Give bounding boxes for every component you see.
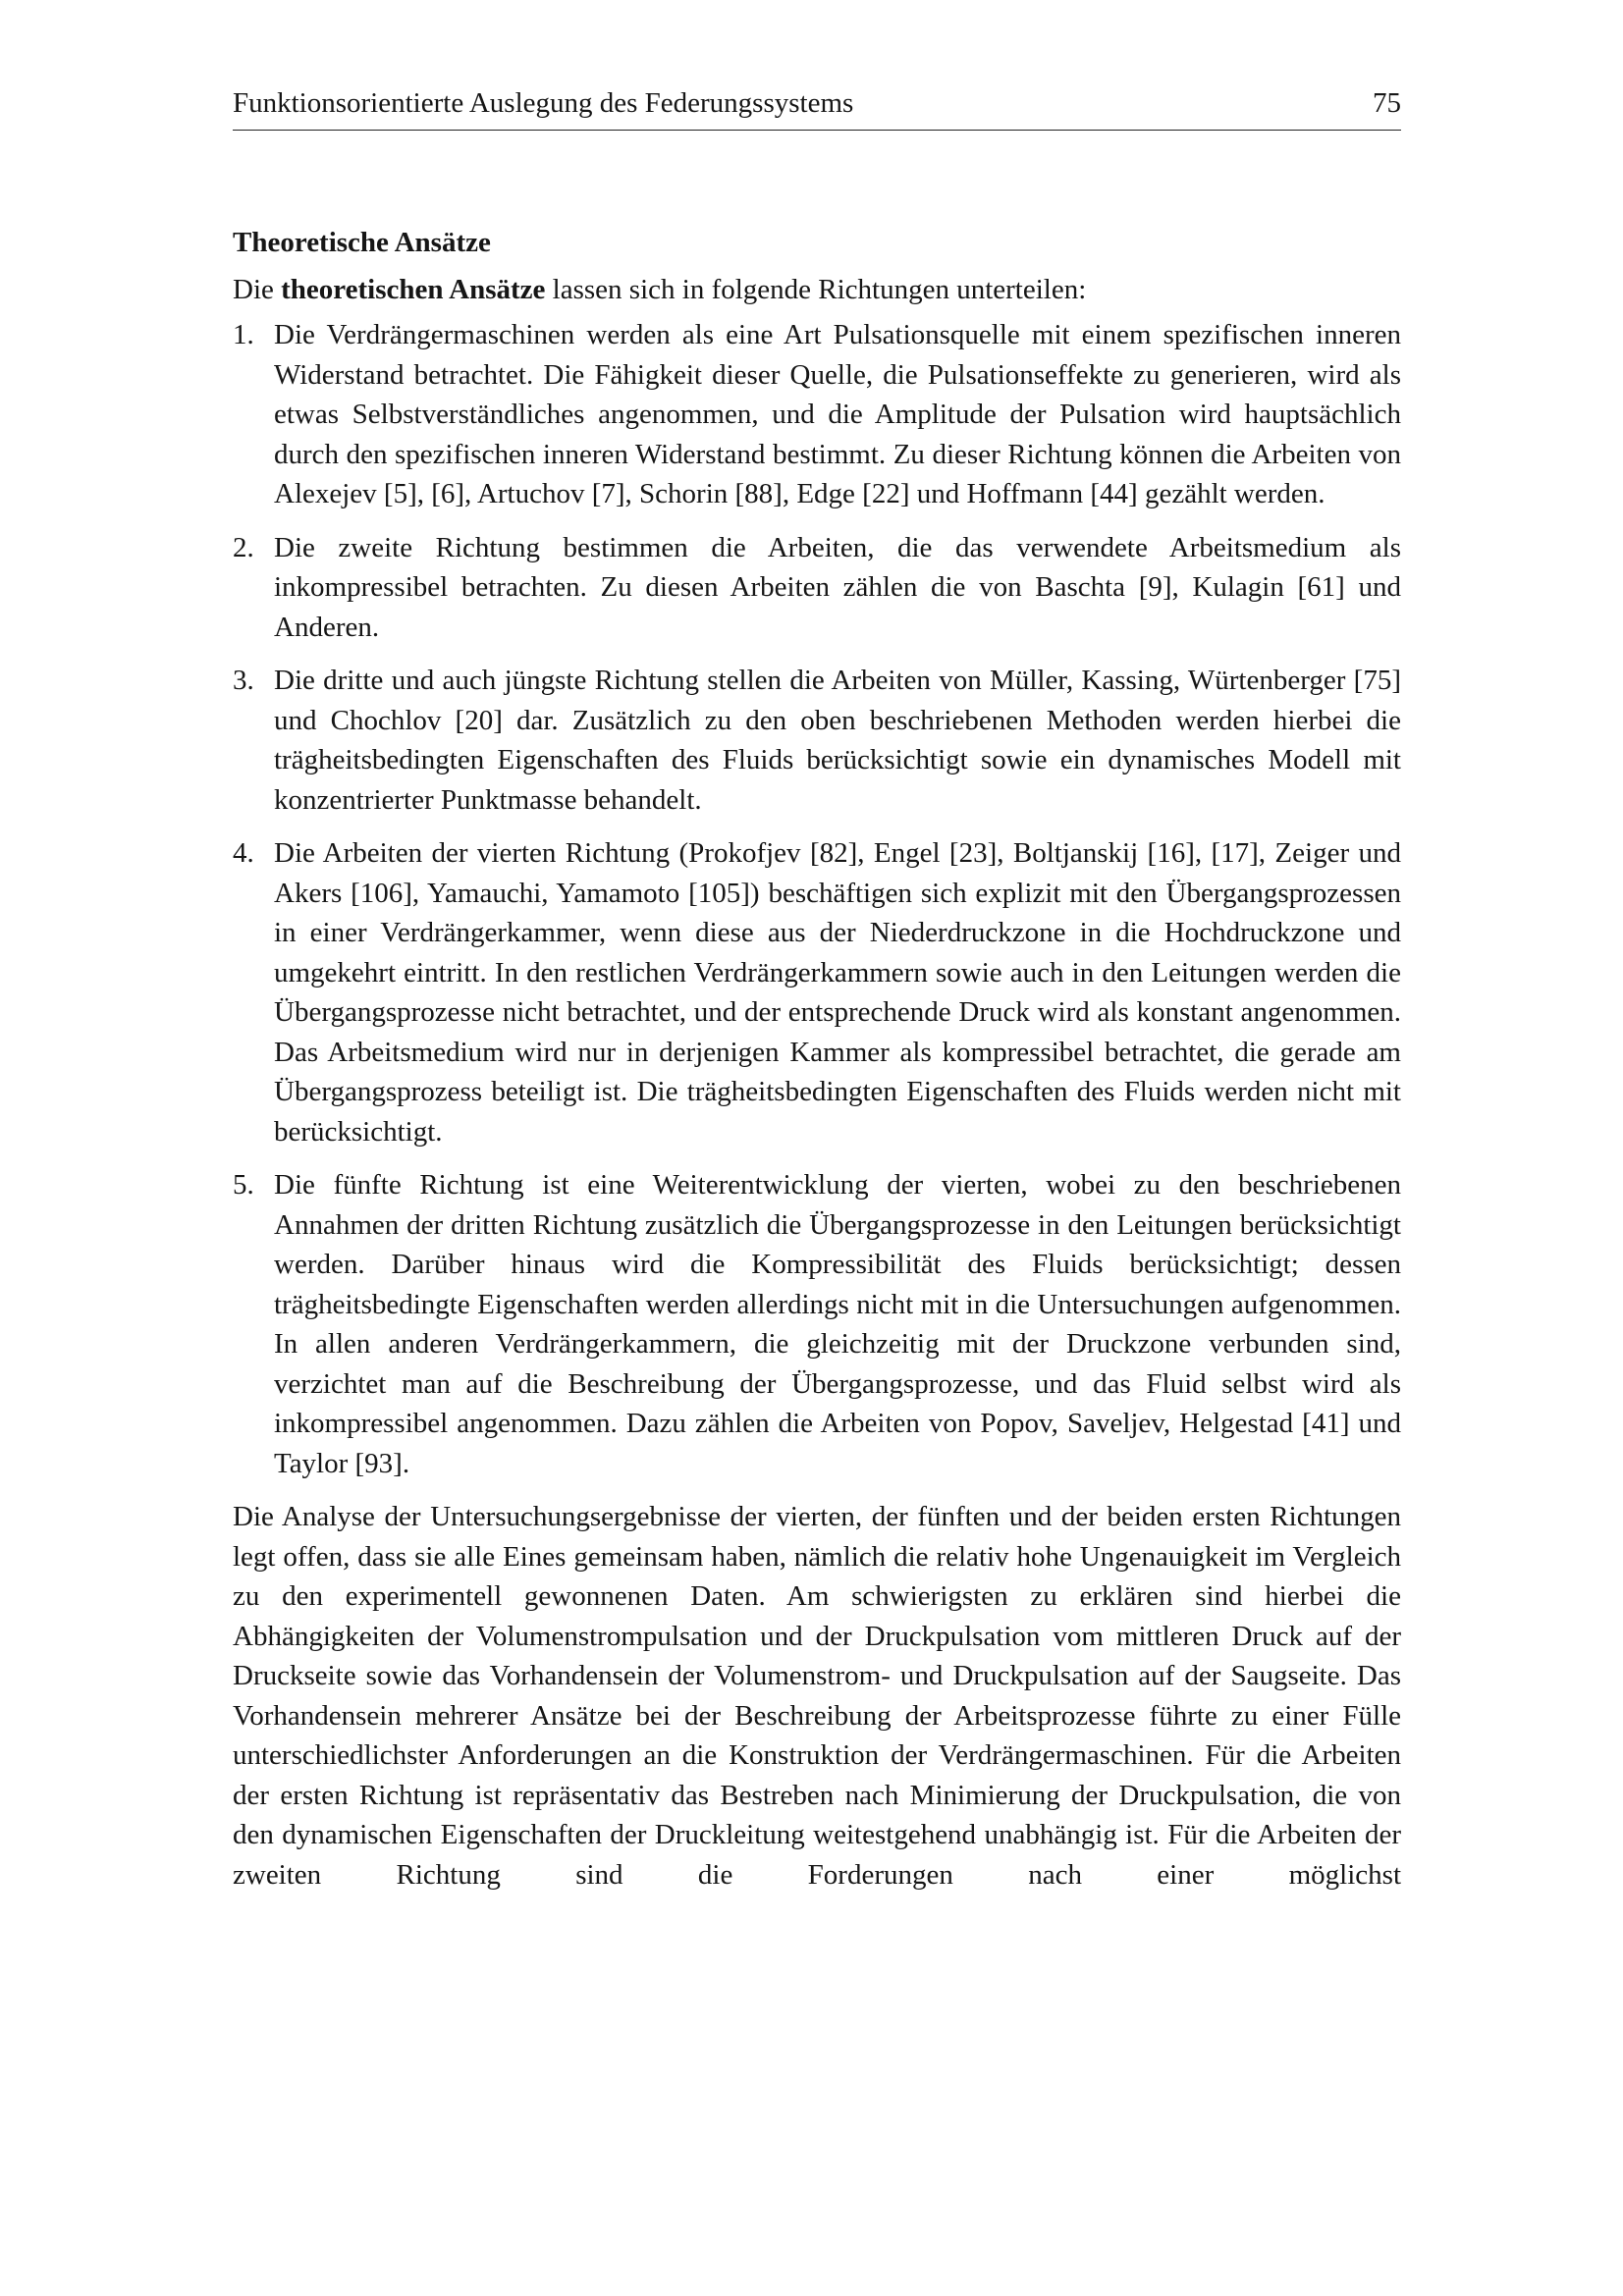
page-number: 75 — [1373, 87, 1401, 119]
intro-sentence — [233, 270, 1401, 309]
list-item — [233, 833, 1401, 1151]
list-item — [233, 528, 1401, 648]
running-title: Funktionsorientierte Auslegung des Federungssystems — [233, 87, 854, 119]
page — [233, 86, 1401, 1923]
list-item — [233, 315, 1401, 514]
closing-paragraph: Die Analyse der Untersuchungsergebnisse der vierten, der fünften und der beiden ersten Richtungen legt offen, dass sie alle Eines gemeinsam haben, nämlich die relativ hohe Ungenauigkeit im Vergleich zu den experimentell gewonnenen Daten. Am schwierigsten zu erklären sind hierbei die Abhängigkeiten der Volumenstrompulsation und der Druckpulsation vom mittleren Druck auf der Druckseite sowie das Vorhandensein der Volumenstrom- und Druckpulsation auf der Saugseite. Das Vorhandensein mehrerer Ansätze bei der Beschreibung der Arbeitsprozesse führte zu einer Fülle unterschiedlichster Anforderungen an die Konstruktion der Verdrängermaschinen. Für die Arbeiten der ersten Richtung ist repräsentativ das Bestreben nach Minimierung der Druckpulsation, die von den dynamischen Eigenschaften der Druckleitung weitestgehend unabhängig ist. Für die Arbeiten der zweiten Richtung sind die Forderungen nach einer möglichst — [233, 1501, 1401, 1891]
list-item-text: Die Verdrängermaschinen werden als eine Art Pulsationsquelle mit einem spezifischen inneren Widerstand betrachtet. Die Fähigkeit dieser Quelle, die Pulsationseffekte zu generieren, wird als etwas Selbstverständliches angenommen, und die Amplitude der Pulsation wird hauptsächlich durch den spezifischen inneren Widerstand bestimmt. Zu dieser Richtung können die Arbeiten von Alexejev [5], [6], Artuchov [7], Schorin [88], Edge [22] und Hoffmann [44] gezählt werden. — [274, 319, 1401, 509]
list-item — [233, 1165, 1401, 1483]
list-item-text: Die zweite Richtung bestimmen die Arbeiten, die das verwendete Arbeitsmedium als inkompressibel betrachten. Zu diesen Arbeiten zählen die von Baschta [9], Kulagin [61] und Anderen. — [274, 531, 1401, 643]
intro-prefix: Die — [233, 274, 282, 305]
list-item-number: 3. — [233, 665, 254, 696]
list-item-text: Die dritte und auch jüngste Richtung stellen die Arbeiten von Müller, Kassing, Würtenberger [75] und Chochlov [20] dar. Zusätzlich zu den oben beschriebenen Methoden werden hierbei die trägheitsbedingten Eigenschaften des Fluids berücksichtigt sowie ein dynamisches Modell mit konzentrierter Punktmasse behandelt. — [274, 665, 1401, 816]
list-item-text: Die Arbeiten der vierten Richtung (Prokofjev [82], Engel [23], Boltjanskij [16], [17], Zeiger und Akers [106], Yamauchi, Yamamoto [105]) beschäftigen sich explizit mit den Übergangsprozessen in einer Verdrängerkammer, wenn diese aus der Niederdruckzone in die Hochdruckzone und umgekehrt eintritt. In den restlichen Verdrängerkammern sowie auch in den Leitungen werden die Übergangsprozesse nicht betrachtet, und der entsprechende Druck wird als konstant angenommen. Das Arbeitsmedium wird nur in derjenigen Kammer als kompressibel betrachtet, die gerade am Übergangsprozess beteiligt ist. Die trägheitsbedingten Eigenschaften des Fluids werden nicht mit berücksichtigt. — [274, 837, 1401, 1148]
list-item-text: Die fünfte Richtung ist eine Weiterentwicklung der vierten, wobei zu den beschriebenen Annahmen der dritten Richtung zusätzlich die Übergangsprozesse in den Leitungen berücksichtigt werden. Darüber hinaus wird die Kompressibilität des Fluids berücksichtigt; dessen trägheitsbedingte Eigenschaften werden allerdings nicht mit in die Untersuchungen aufgenommen. In allen anderen Verdrängerkammern, die gleichzeitig mit der Druckzone verbunden sind, verzichtet man auf die Beschreibung der Übergangsprozesse, und das Fluid selbst wird als inkompressibel angenommen. Dazu zählen die Arbeiten von Popov, Saveljev, Helgestad [41] und Taylor [93]. — [274, 1169, 1401, 1479]
list-item-number: 5. — [233, 1169, 254, 1201]
list-item-number: 4. — [233, 837, 254, 869]
directions-list — [233, 315, 1401, 1483]
list-item-number: 1. — [233, 319, 254, 350]
list-item-number: 2. — [233, 531, 254, 563]
section-heading: Theoretische Ansätze — [233, 227, 491, 258]
intro-suffix: lassen sich in folgende Richtungen unterteilen: — [545, 274, 1087, 305]
list-item — [233, 661, 1401, 820]
running-header — [233, 86, 1401, 131]
intro-bold-term: theoretischen Ansätze — [281, 274, 546, 305]
